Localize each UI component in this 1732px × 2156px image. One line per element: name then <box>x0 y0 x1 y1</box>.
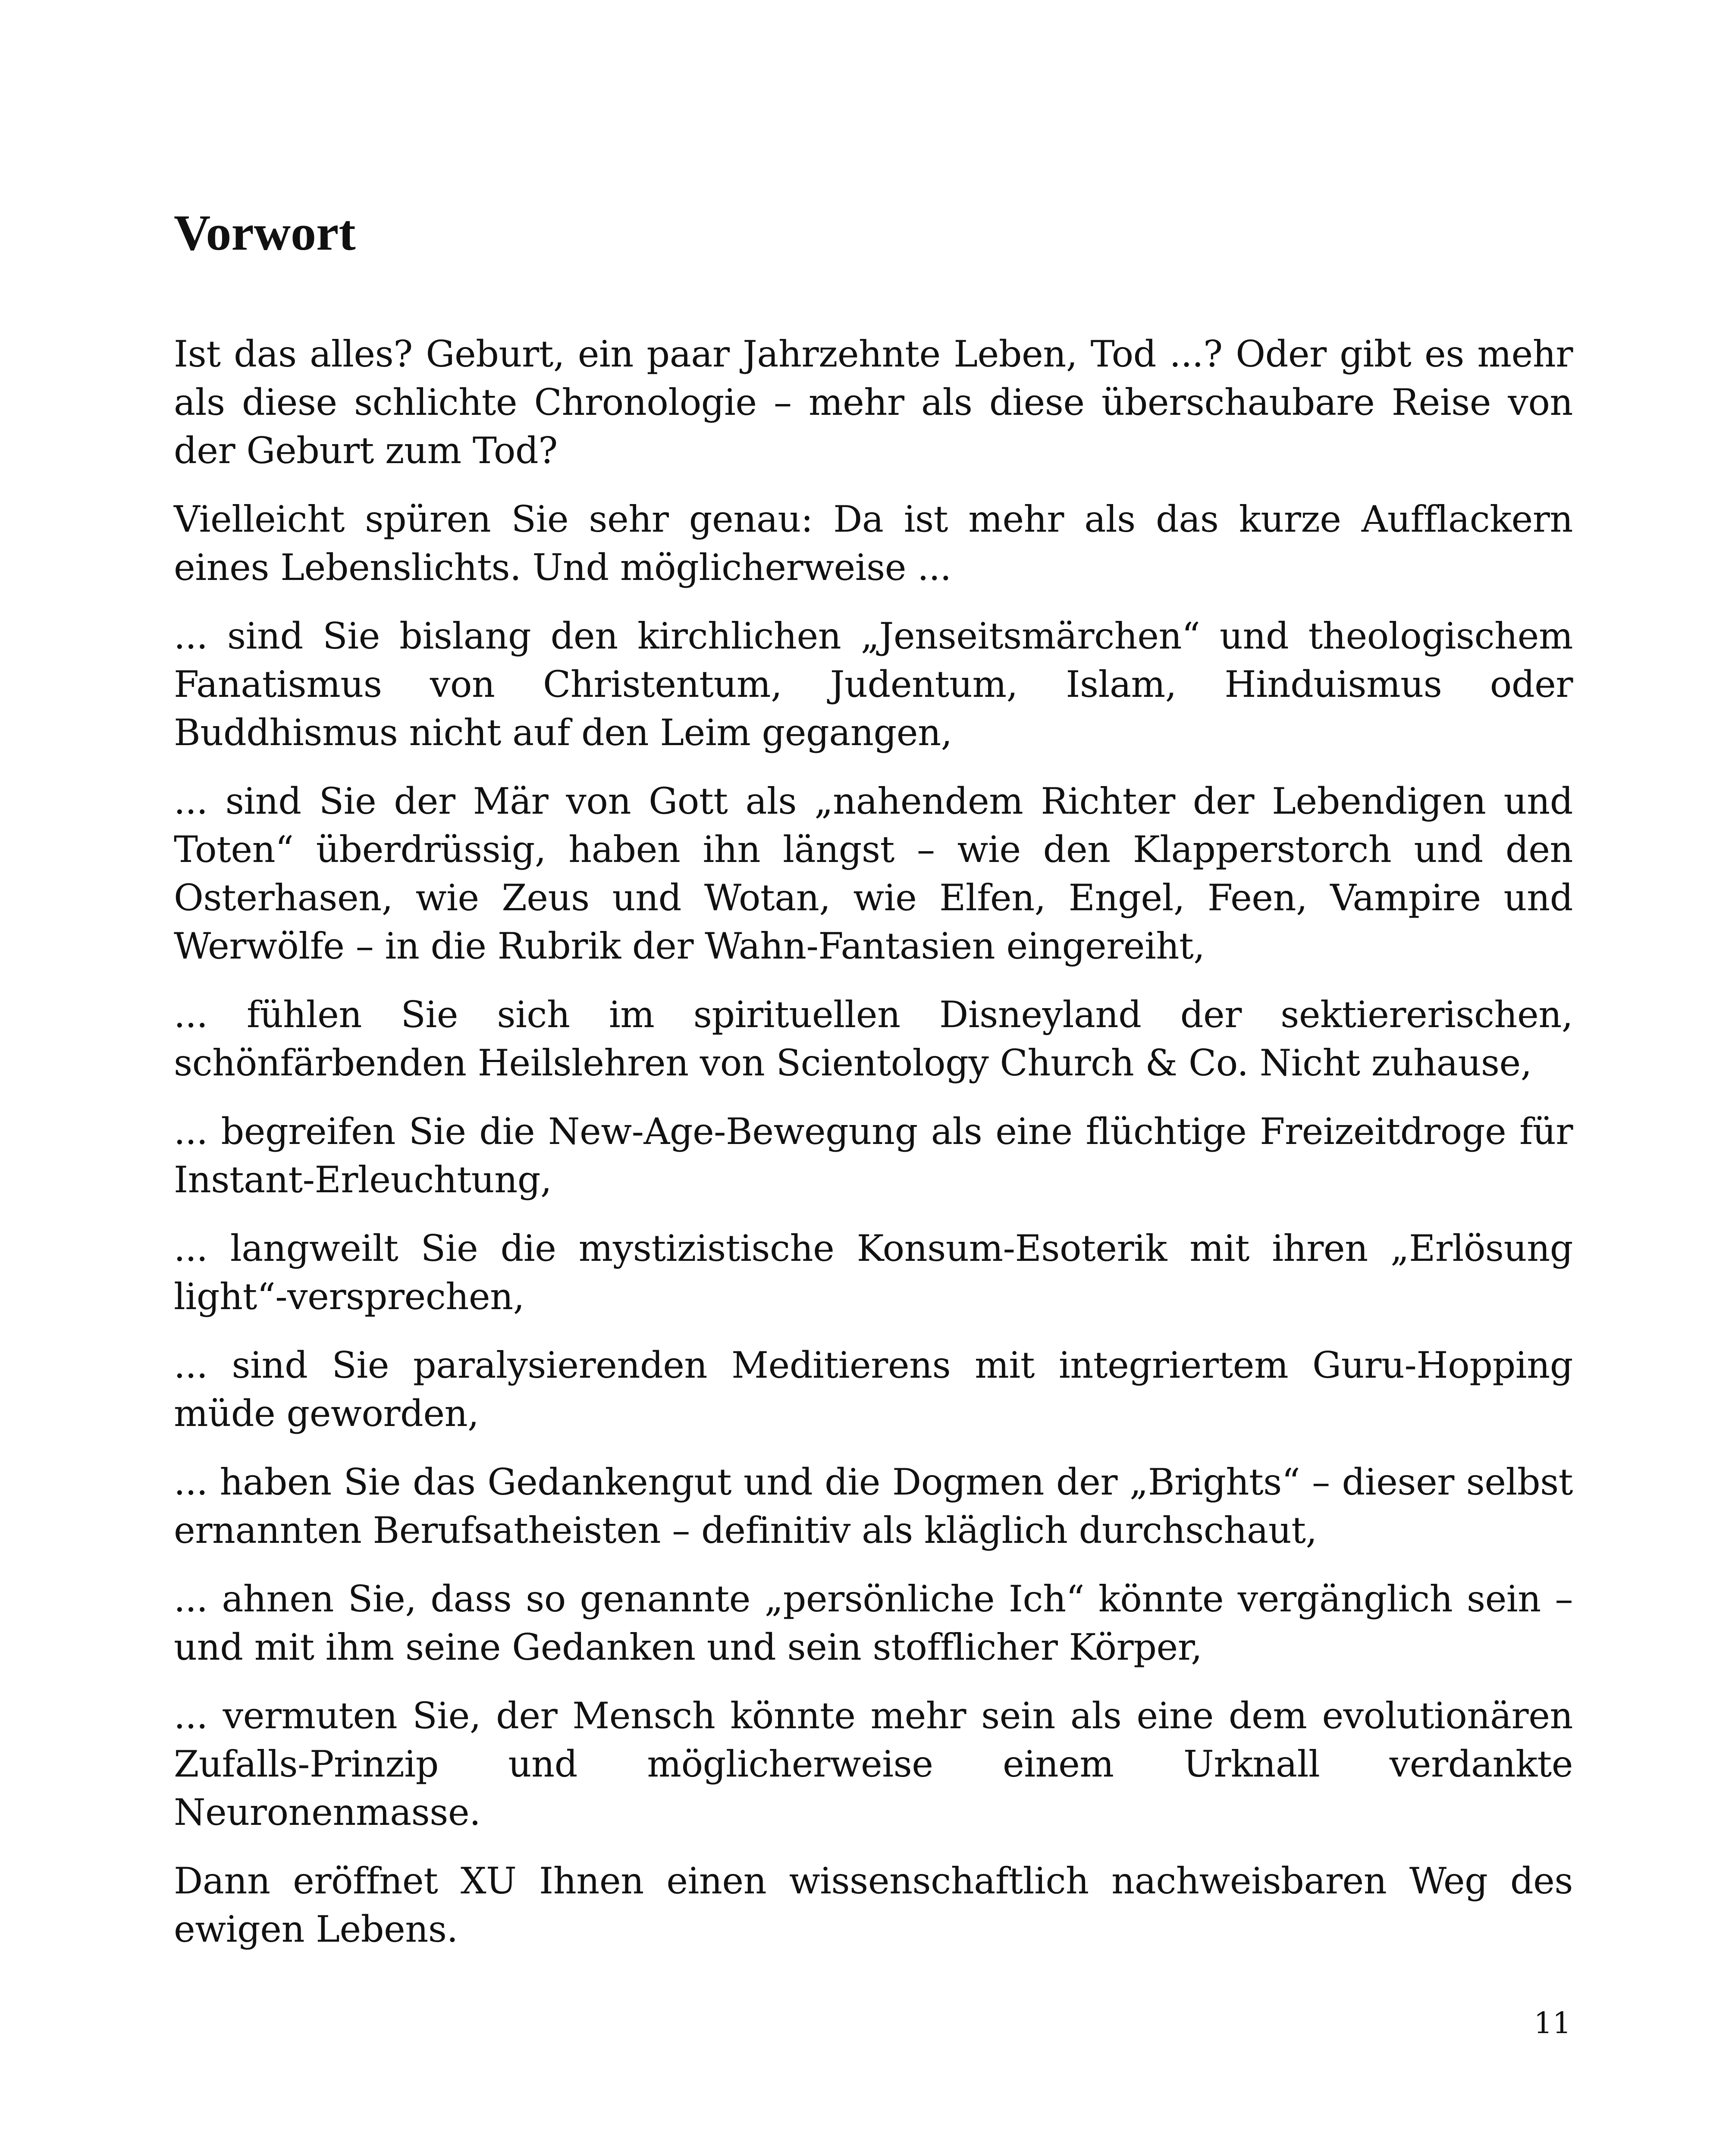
page-number: 11 <box>1534 2006 1571 2040</box>
paragraph-esoterics: ... langweilt Sie die mystizistische Konsum-Esoterik mit ihren „Erlösung light“-versprechen, <box>174 1227 1573 1318</box>
paragraph-god-judge: ... sind Sie der Mär von Gott als „nahendem Richter der Lebendigen und Toten“ überdrüssig, haben ihn längst – wie den Klapperstorch und den Osterhasen, wie Zeus und Wotan, wie Elfen, Engel, Feen, Vampire und Werwölfe – in die Rubrik der Wahn-Fantasien eingereiht, <box>174 780 1573 967</box>
paragraph-personal-self: ... ahnen Sie, dass so genannte „persönliche Ich“ könnte vergänglich sein – und mit ihm seine Gedanken und sein stofflicher Körper, <box>174 1578 1573 1668</box>
paragraph-disneyland: ... fühlen Sie sich im spirituellen Disneyland der sektiererischen, schönfärbenden Heilslehren von Scientology Church & Co. Nicht zuhause, <box>174 993 1573 1084</box>
body-text <box>174 330 1573 1974</box>
paragraph-conclusion: Dann eröffnet XU Ihnen einen wissenschaftlich nachweisbaren Weg des ewigen Lebens. <box>174 1860 1573 1950</box>
chapter-heading: Vorwort <box>174 204 356 261</box>
paragraph-meditation: ... sind Sie paralysierenden Meditierens mit integriertem Guru-Hopping müde geworden, <box>174 1344 1573 1435</box>
paragraph-intro-question: Ist das alles? Geburt, ein paar Jahrzehnte Leben, Tod ...? Oder gibt es mehr als diese schlichte Chronologie – mehr als diese überschaubare Reise von der Geburt zum Tod? <box>174 333 1573 472</box>
paragraph-new-age: ... begreifen Sie die New-Age-Bewegung als eine flüchtige Freizeitdroge für Instant-Erleuchtung, <box>174 1110 1573 1201</box>
paragraph-brights: ... haben Sie das Gedankengut und die Dogmen der „Brights“ – dieser selbst ernannten Berufsatheisten – definitiv als kläglich durchschaut, <box>174 1461 1573 1551</box>
paragraph-neuron-mass: ... vermuten Sie, der Mensch könnte mehr sein als eine dem evolutionären Zufalls-Prinzip und möglicherweise einem Urknall verdankte Neuronenmasse. <box>174 1695 1573 1833</box>
paragraph-perhaps: Vielleicht spüren Sie sehr genau: Da ist mehr als das kurze Aufflackern eines Lebenslichts. Und möglicherweise ... <box>174 498 1573 589</box>
paragraph-church-tales: ... sind Sie bislang den kirchlichen „Jenseitsmärchen“ und theologischem Fanatismus von Christentum, Judentum, Islam, Hinduismus oder Buddhismus nicht auf den Leim gegangen, <box>174 615 1573 754</box>
